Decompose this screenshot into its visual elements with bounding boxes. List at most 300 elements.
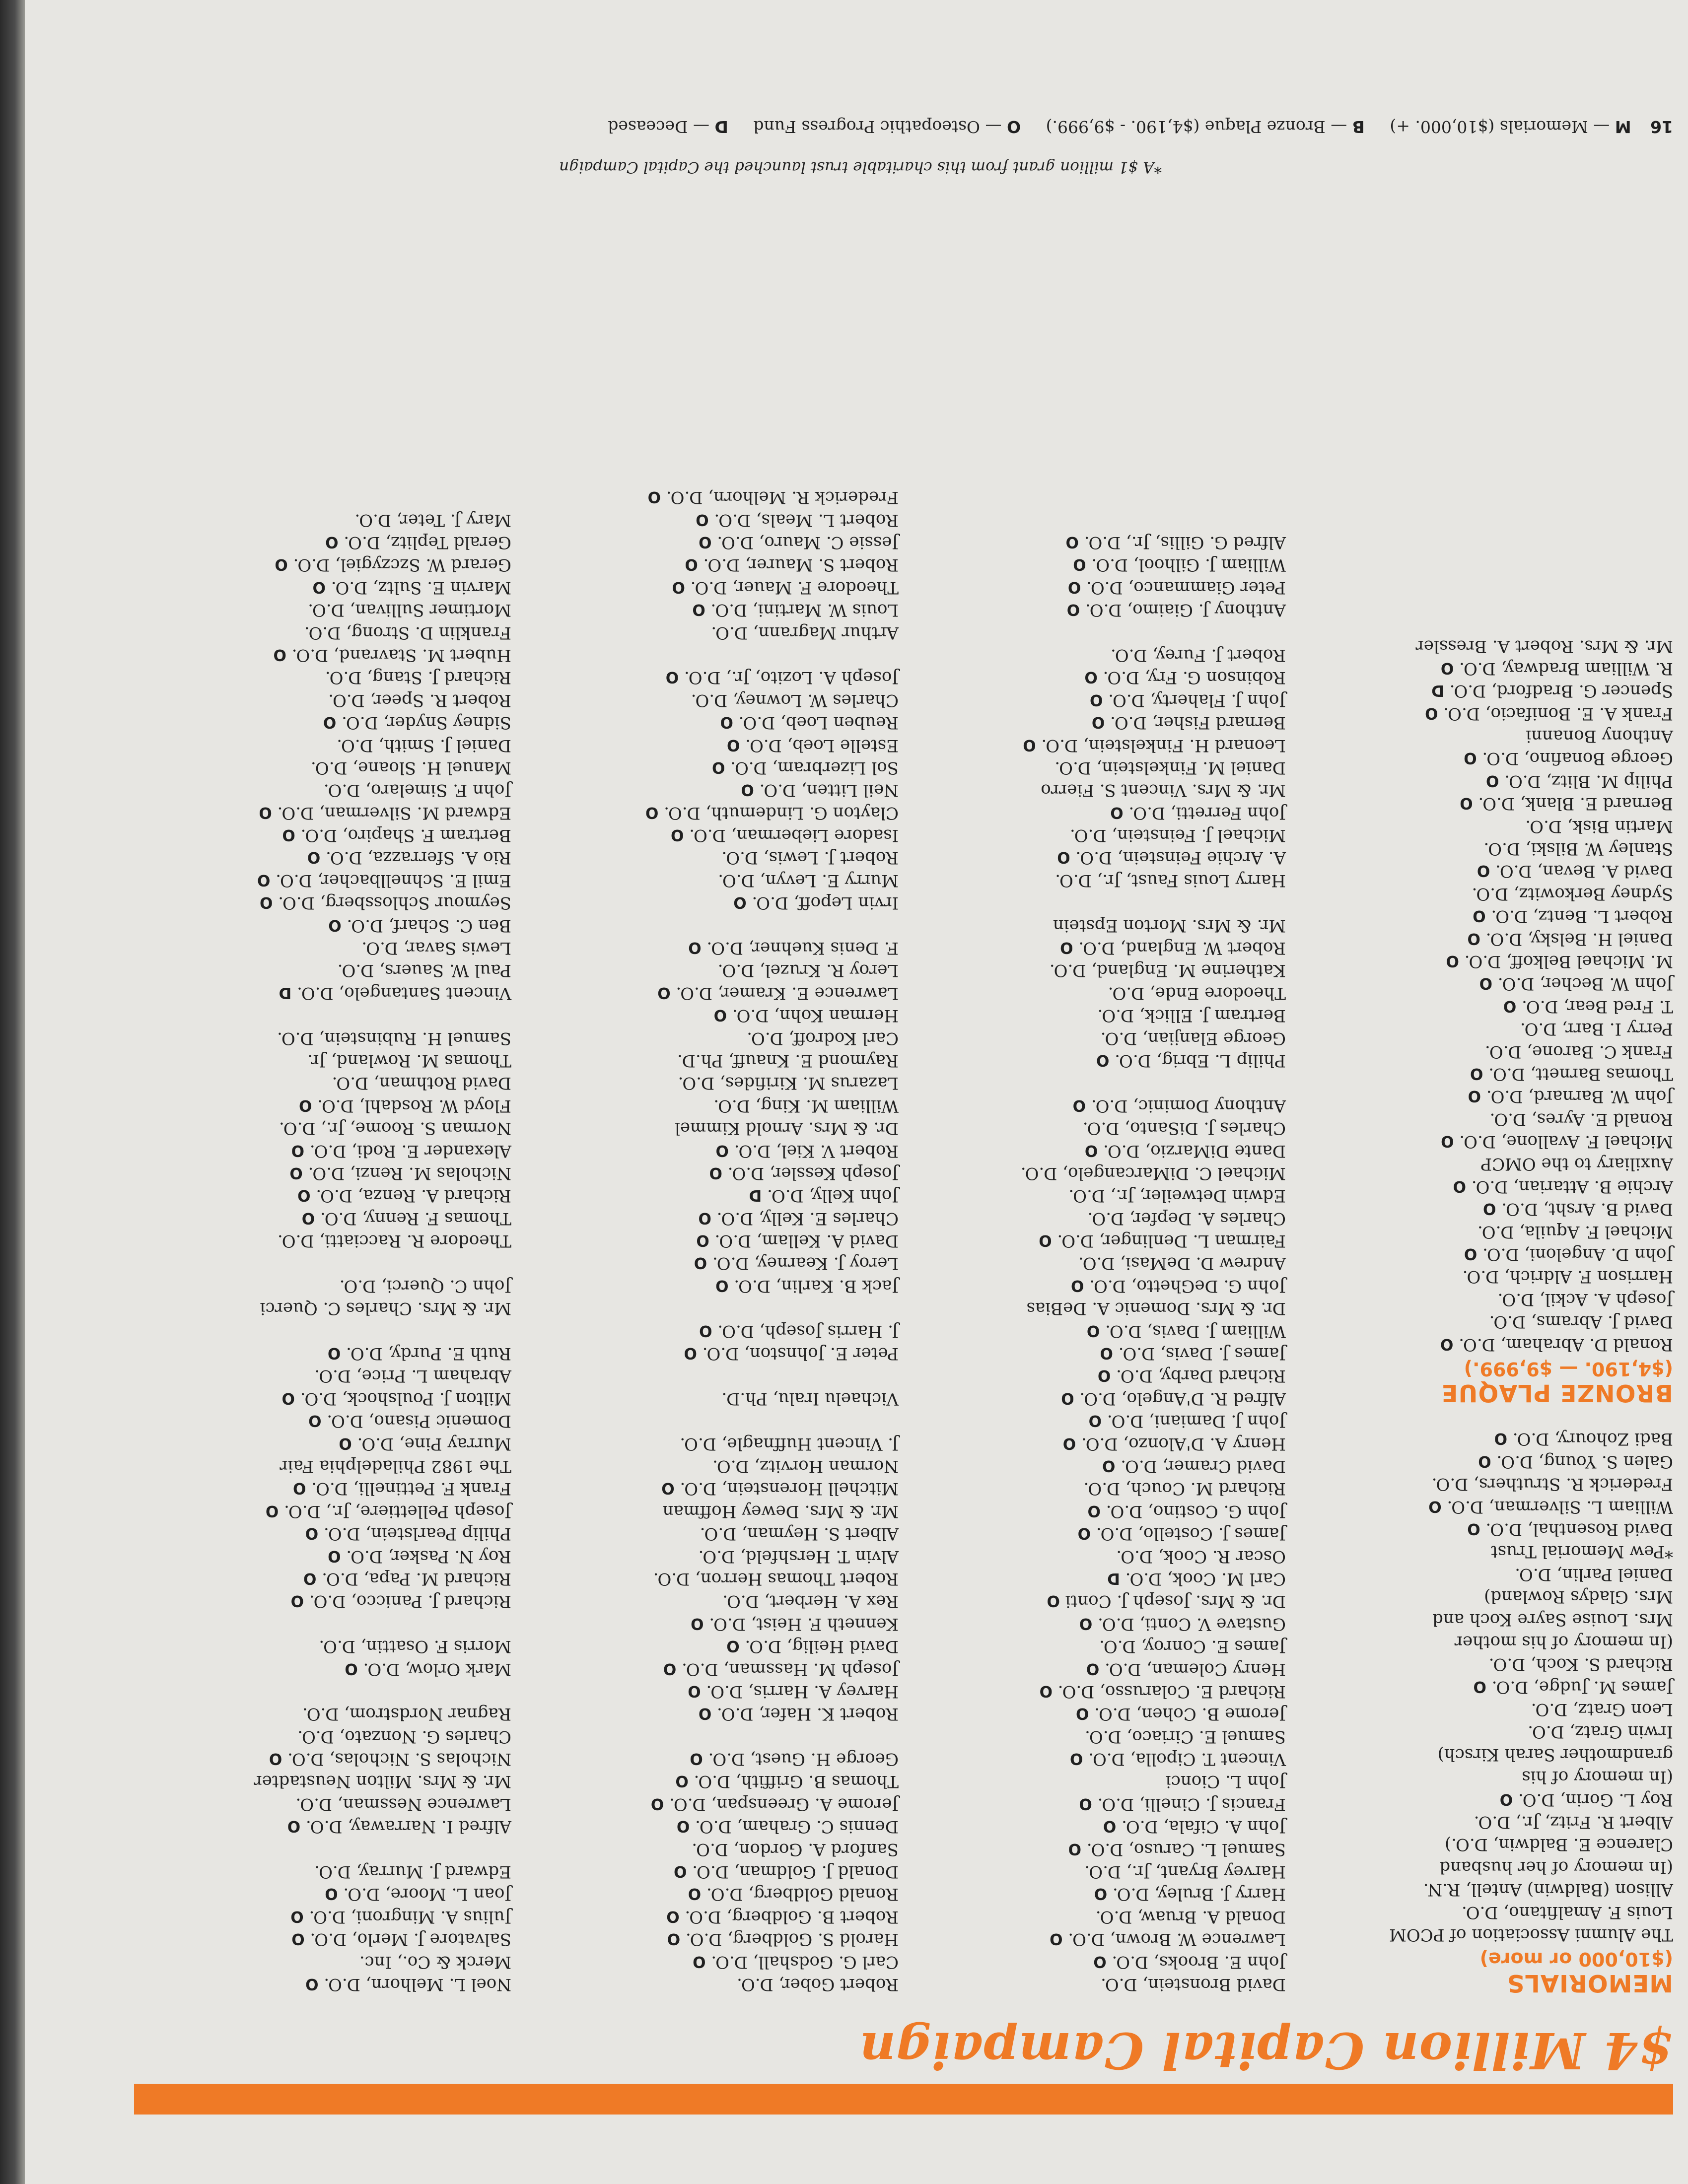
donor-entry xyxy=(134,1004,511,1026)
donor-entry xyxy=(134,644,511,666)
donor-name: Fairman L. Denlinger, D.O. xyxy=(1057,1231,1286,1251)
donor-name: Hubert M. Stavrand, D.O. xyxy=(291,645,511,665)
donor-name: John Kelly, D.O. xyxy=(767,1186,899,1206)
donor-entry xyxy=(1296,1288,1673,1310)
donor-entry xyxy=(521,1905,899,1927)
donor-entry xyxy=(1296,1833,1673,1855)
donor-entry xyxy=(1296,1585,1673,1608)
donor-entry xyxy=(1296,792,1673,815)
donor-entry xyxy=(134,1815,511,1838)
donor-name: Jack B. Karlin, D.O. xyxy=(734,1276,899,1296)
donor-entry xyxy=(909,599,1286,621)
donor-entry xyxy=(521,1117,899,1139)
donor-name: Louis F. Amalfitano, D.O. xyxy=(1461,1902,1673,1922)
donor-code-mark: O xyxy=(1464,1245,1477,1263)
donor-code-mark: O xyxy=(299,1096,312,1114)
donor-name: Abraham L. Price, D.O. xyxy=(314,1366,511,1386)
donor-name: Louis W. Martini, D.O. xyxy=(710,600,899,620)
donor-entry xyxy=(909,1387,1286,1409)
donor-name: Neil Litten, D.O. xyxy=(759,780,899,801)
donor-code-mark: O xyxy=(1073,555,1086,574)
donor-entry xyxy=(134,869,511,891)
donor-name: Jerome A. Greenspan, D.O. xyxy=(669,1794,899,1814)
donor-entry xyxy=(909,756,1286,779)
donor-code-mark: O xyxy=(1086,1659,1100,1678)
donor-name: James J. Costello, D.O. xyxy=(1096,1524,1286,1544)
donor-name: Alvin T. Hershfeld, D.O. xyxy=(698,1546,899,1567)
donor-name: Richard M. Couch, D.O. xyxy=(1083,1479,1286,1499)
donor-name: Paul W. Sauers, D.O. xyxy=(337,960,511,981)
page-number: 16 xyxy=(1650,117,1673,136)
donor-entry xyxy=(909,1297,1286,1319)
donor-name: Daniel M. Finkelstein, D.O. xyxy=(1055,757,1286,778)
donor-code-mark: O xyxy=(1067,578,1081,596)
donor-name: Lazarus M. Kirifides, D.O. xyxy=(678,1073,899,1093)
donor-entry xyxy=(909,1680,1286,1703)
donor-name: Leroy R. Kruzel, D.O. xyxy=(717,960,899,981)
donor-name: Robert L. Bentz, D.O. xyxy=(1491,906,1673,927)
donor-name: Irvin Lepoff, D.O. xyxy=(752,893,899,913)
donor-name: Henry Coleman, D.O. xyxy=(1105,1659,1286,1679)
donor-entry xyxy=(1296,1855,1673,1878)
donor-name: Dr. & Mrs. Domenic A. DeBias xyxy=(1026,1298,1286,1319)
donor-code-mark: O xyxy=(281,1389,295,1407)
donor-entry xyxy=(1296,1923,1673,1946)
donor-code-mark: O xyxy=(1494,1430,1508,1448)
donor-code-mark: O xyxy=(726,1637,740,1655)
donor-code-mark: O xyxy=(323,713,337,732)
donor-name: Richard E. Colarusso, D.O. xyxy=(1057,1681,1286,1702)
donor-entry xyxy=(134,914,511,936)
donor-name: Leonard H. Finkelstein, D.O. xyxy=(1041,735,1286,755)
donor-code-mark: O xyxy=(1441,1132,1454,1151)
donor-entry xyxy=(909,644,1286,666)
donor-name: Mrs. Gladys Rowland) xyxy=(1484,1587,1673,1607)
donor-entry xyxy=(521,869,899,891)
donor-name: Mrs. Louise Sayre Koch and xyxy=(1432,1609,1673,1630)
donor-entry xyxy=(1296,1473,1673,1495)
donor-entry xyxy=(909,531,1286,553)
donor-name: Robert R. Speer, D.O. xyxy=(328,690,511,710)
donor-name: Charles G. Nonzato, D.O. xyxy=(297,1726,511,1747)
donor-entry xyxy=(1296,657,1673,680)
donor-entry xyxy=(1296,1428,1673,1450)
donor-entry xyxy=(134,846,511,869)
donor-entry xyxy=(134,981,511,1004)
donor-code-mark: O xyxy=(1072,1096,1086,1114)
donor-entry xyxy=(134,1275,511,1297)
donor-entry xyxy=(909,1568,1286,1590)
donor-name: Spencer G. Bradford, D.O. xyxy=(1449,681,1673,701)
donor-code-mark: O xyxy=(1091,713,1105,732)
donor-entry xyxy=(1296,1766,1673,1788)
donor-name: John G. DeGhetto, D.O. xyxy=(1089,1276,1286,1296)
donor-name: Joseph A. Lozito, Jr., D.O. xyxy=(684,668,899,688)
donor-name: Marvin E. Sultz, D.O. xyxy=(331,577,511,598)
donor-entry xyxy=(521,711,899,734)
donor-entry xyxy=(909,1770,1286,1792)
donor-entry xyxy=(1296,725,1673,747)
section-heading: MEMORIALS xyxy=(1506,1969,1673,1997)
donor-code-mark: O xyxy=(1110,803,1124,821)
donor-name: Albert R. Fritz, Jr., D.O. xyxy=(1474,1812,1673,1833)
donor-entry xyxy=(909,846,1286,869)
donor-name: Perry I. Barr, D.O. xyxy=(1520,1019,1673,1039)
donor-name: Bertram J. Ellick, D.O. xyxy=(1097,1006,1286,1026)
donor-name: Raymond E. Knauff, Ph.D. xyxy=(677,1050,899,1071)
donor-code-mark: O xyxy=(1086,1321,1100,1340)
donor-name: Robert V. Kiel, D.O. xyxy=(734,1141,899,1161)
donor-code-mark: O xyxy=(688,939,702,957)
donor-code-mark: O xyxy=(720,713,733,732)
donor-name: Katherine M. England, D.O. xyxy=(1049,960,1286,981)
donor-entry xyxy=(134,1748,511,1770)
donor-entry xyxy=(521,824,899,846)
donor-code-mark: O xyxy=(1096,1051,1110,1069)
donor-entry xyxy=(1296,680,1673,702)
donor-entry xyxy=(521,1455,899,1477)
donor-name: Mitchell Horenstein, D.O. xyxy=(680,1479,899,1499)
section-heading: BRONZE PLAQUE xyxy=(1441,1378,1673,1407)
donor-name: David Cramer, D.O. xyxy=(1121,1456,1286,1477)
donor-name: Dr. & Mrs. Joseph J. Conti xyxy=(1065,1591,1286,1612)
donor-entry xyxy=(909,1184,1286,1207)
donor-code-mark: O xyxy=(1079,1614,1093,1633)
donor-entry xyxy=(909,1139,1286,1161)
donor-name: Harvey Bryant, Jr., D.O. xyxy=(1084,1862,1286,1882)
donor-name: *Pew Memorial Trust xyxy=(1490,1542,1673,1562)
donor-entry xyxy=(909,711,1286,734)
donor-name: Lawrence Nessman, D.O. xyxy=(295,1794,511,1814)
donor-code-mark: O xyxy=(1023,736,1036,754)
donor-entry xyxy=(521,1703,899,1725)
donor-entry xyxy=(909,1072,1286,1094)
donor-name: Nicholas S. Nicholas, D.O. xyxy=(287,1749,511,1770)
donor-code-mark: O xyxy=(260,893,273,912)
donor-entry xyxy=(909,891,1286,914)
donor-entry xyxy=(521,1229,899,1252)
donor-name: John J. Damiani, D.O. xyxy=(1107,1411,1286,1432)
donor-entry xyxy=(134,1725,511,1747)
donor-entry xyxy=(909,1432,1286,1454)
donor-code-mark: O xyxy=(1446,952,1459,970)
donor-code-mark: O xyxy=(715,1141,729,1160)
donor-name: Jerome B. Cohen, D.O. xyxy=(1094,1704,1286,1724)
donor-entry xyxy=(1296,837,1673,860)
donor-code-mark: O xyxy=(1047,1592,1060,1610)
donor-name: Robert K. Hafer, D.O. xyxy=(717,1704,899,1724)
donor-entry xyxy=(1296,1130,1673,1153)
donor-entry xyxy=(909,1883,1286,1905)
donor-entry xyxy=(521,666,899,688)
donor-name: David Bronstein, D.O. xyxy=(1101,1975,1286,1994)
donor-column-3 xyxy=(521,486,899,1995)
donor-code-mark: O xyxy=(275,555,288,574)
donor-entry xyxy=(521,1928,899,1950)
donor-name: Mark Orlow, D.O. xyxy=(363,1659,511,1679)
donor-entry xyxy=(134,1568,511,1590)
binding-edge xyxy=(0,0,25,2184)
donor-name: Ragnar Nordstrom, D.O. xyxy=(302,1704,511,1724)
donor-code-mark: O xyxy=(301,1209,315,1227)
donor-name: Robert Gober, D.O. xyxy=(737,1975,899,1994)
donor-entry xyxy=(521,1545,899,1567)
donor-entry xyxy=(909,1477,1286,1500)
donor-code-mark: O xyxy=(1087,1502,1101,1520)
donor-code-mark: O xyxy=(691,1614,704,1633)
donor-code-mark: O xyxy=(733,893,747,912)
donor-code-mark: D xyxy=(279,983,292,1002)
donor-name: Murray Pine, D.O. xyxy=(357,1433,511,1454)
donor-name: Samuel H. Rubinstein, D.O. xyxy=(277,1028,511,1048)
donor-entry xyxy=(521,1860,899,1883)
donor-code-mark: O xyxy=(312,578,326,596)
donor-name: Francis J. Cinelli, D.O. xyxy=(1097,1794,1286,1814)
donor-name: Mary J. Teter, D.O. xyxy=(354,510,511,530)
donor-entry xyxy=(134,1522,511,1545)
donor-name: Anthony Bonanni xyxy=(1526,726,1673,747)
donor-entry xyxy=(909,1928,1286,1950)
donor-name: Bernard E. Blank, D.O. xyxy=(1478,794,1673,814)
donor-name: Michael J. Feinstein, D.O. xyxy=(1069,825,1286,846)
donor-entry xyxy=(521,1049,899,1072)
donor-name: The Alumni Association of PCOM xyxy=(1389,1925,1673,1945)
donor-entry xyxy=(134,1049,511,1072)
donor-name: Irwin Gratz, D.O. xyxy=(1528,1722,1673,1742)
donor-code-mark: O xyxy=(696,510,709,529)
donor-entry xyxy=(134,1297,511,1319)
donor-entry xyxy=(521,846,899,869)
donor-code-mark: O xyxy=(1050,1930,1063,1948)
donor-entry xyxy=(909,914,1286,936)
donor-name: Bernard Fisher, D.O. xyxy=(1110,713,1286,733)
donor-entry xyxy=(134,1612,511,1635)
donor-code-mark: O xyxy=(1460,794,1473,813)
donor-entry xyxy=(134,1545,511,1567)
donor-code-mark: O xyxy=(305,1975,319,1993)
donor-name: Frank F. Pettinelli, D.O. xyxy=(311,1479,511,1499)
donor-entry xyxy=(521,1072,899,1094)
donor-name: Richard J. Panicco, D.O. xyxy=(309,1591,511,1612)
donor-entry xyxy=(1296,927,1673,950)
donor-name: Charles E. Kelly, D.O. xyxy=(716,1208,899,1228)
donor-name: Bertram F. Shapiro, D.O. xyxy=(300,825,511,846)
donor-entry xyxy=(521,1748,899,1770)
donor-code-mark: O xyxy=(645,803,659,821)
donor-entry xyxy=(134,553,511,576)
donor-name: Richard A. Renza, D.O. xyxy=(316,1186,511,1206)
donor-name: George H. Guest, D.O. xyxy=(708,1749,899,1770)
donor-entry xyxy=(909,576,1286,598)
donor-entry xyxy=(909,1635,1286,1657)
donor-name: Allison (Baldwin) Antell, R.N. xyxy=(1423,1880,1673,1900)
donor-name: Ronald E. Ayres, D.O. xyxy=(1489,1109,1673,1129)
donor-code-mark: D xyxy=(1107,1569,1120,1587)
donor-name: Philip M. Blitz, D.O. xyxy=(1504,771,1673,791)
donor-code-mark: O xyxy=(672,578,685,596)
donor-entry xyxy=(1296,815,1673,837)
donor-entry xyxy=(134,1838,511,1860)
donor-code-mark: O xyxy=(1089,690,1103,709)
donor-name: John C. Querci, D.O. xyxy=(339,1276,511,1296)
donor-code-mark: O xyxy=(1473,907,1486,925)
donor-entry xyxy=(134,1342,511,1365)
donor-entry xyxy=(134,1500,511,1522)
donor-name: John A. Cifala, D.O. xyxy=(1122,1817,1286,1837)
donor-entry xyxy=(521,1342,899,1365)
donor-name: Clayton G. Lindemuth, D.O. xyxy=(664,803,899,823)
donor-name: Rex A. Herbert, D.O. xyxy=(722,1591,899,1612)
donor-entry xyxy=(521,1432,899,1454)
donor-name: A. Archie Feinstein, D.O. xyxy=(1075,848,1286,868)
donor-name: Joseph Kessler, D.O. xyxy=(727,1163,899,1183)
donor-code-mark: O xyxy=(293,1479,306,1498)
donor-name: grandmother Sarah Kirsch) xyxy=(1437,1744,1673,1765)
donor-entry xyxy=(134,1455,511,1477)
donor-column-1 xyxy=(1296,634,1673,1995)
donor-name: (In memory of his mother xyxy=(1454,1632,1673,1652)
donor-code-mark: O xyxy=(1483,1200,1496,1218)
donor-name: Julius A. Mingroni, D.O. xyxy=(309,1907,511,1927)
donor-name: John W. Barnard, D.O. xyxy=(1486,1087,1673,1107)
donor-entry xyxy=(1296,1310,1673,1333)
donor-name: Robert B. Goldberg, D.O. xyxy=(685,1907,899,1927)
donor-name: Ruth E. Purdy, D.O. xyxy=(346,1344,511,1364)
donor-entry xyxy=(909,1725,1286,1747)
donor-name: Harry J. Bruley, D.O. xyxy=(1112,1884,1286,1905)
donor-code-mark: O xyxy=(1440,1335,1454,1353)
donor-name: John Ferretti, D.O. xyxy=(1128,803,1286,823)
donor-entry xyxy=(1296,882,1673,904)
donor-code-mark: O xyxy=(1068,1840,1081,1858)
donor-name: Mr. & Mrs. Charles C. Querci xyxy=(260,1298,511,1319)
donor-code-mark: O xyxy=(667,1930,681,1948)
donor-name: Morris F. Osattin, D.O. xyxy=(319,1637,511,1657)
donor-code-mark: O xyxy=(1464,749,1477,767)
donor-code-mark: O xyxy=(688,1885,702,1903)
donor-name: Philip Pearlstein, D.O. xyxy=(323,1524,511,1544)
donor-name: Lewis Savar, D.O. xyxy=(361,938,511,958)
donor-name: Dennis C. Graham, D.O. xyxy=(695,1817,899,1837)
donor-name: Oscar R. Cook, D.O. xyxy=(1116,1546,1286,1567)
donor-code-mark: O xyxy=(1039,1231,1052,1250)
donor-code-mark: O xyxy=(265,1502,279,1520)
donor-entry xyxy=(1296,1720,1673,1743)
donor-name: Estelle Loeb, D.O. xyxy=(745,735,899,755)
donor-name: Gustave V. Conti, D.O. xyxy=(1098,1614,1286,1634)
donor-entry xyxy=(909,1026,1286,1049)
donor-name: Galen S. Young, D.O. xyxy=(1496,1451,1673,1472)
donor-entry xyxy=(521,1004,899,1026)
donor-entry xyxy=(1296,1653,1673,1675)
donor-name: Martin Bisk, D.O. xyxy=(1525,816,1673,836)
donor-name: Theodore F. Mauer, D.O. xyxy=(690,577,899,598)
donor-entry xyxy=(909,734,1286,756)
donor-name: Frank C. Barone, D.O. xyxy=(1485,1041,1673,1062)
donor-code-mark: O xyxy=(1061,1389,1074,1407)
donor-entry xyxy=(521,1365,899,1387)
donor-name: Isadore Lieberman, D.O. xyxy=(689,825,899,846)
donor-name: Manuel H. Sloane, D.O. xyxy=(310,757,511,778)
donor-code-mark: O xyxy=(328,916,342,934)
donor-name: Henry A. D'Alonzo, D.O. xyxy=(1081,1433,1286,1454)
donor-entry xyxy=(909,666,1286,688)
donor-entry xyxy=(134,1703,511,1725)
donor-entry xyxy=(134,1635,511,1657)
donor-name: T. Fred Bear, D.O. xyxy=(1522,996,1673,1017)
donor-name: M. Michael Belkoff, D.O. xyxy=(1464,951,1673,971)
donor-name: Dr. & Mrs. Arnold Kimmel xyxy=(675,1118,899,1139)
donor-name: George Bonafino, D.O. xyxy=(1482,749,1673,769)
donor-name: F. Denis Kuehner, D.O. xyxy=(706,938,899,958)
donor-entry xyxy=(134,1680,511,1703)
donor-entry xyxy=(1296,1608,1673,1630)
donor-name: Albert S. Heyman, D.O. xyxy=(700,1524,899,1544)
donor-entry xyxy=(521,688,899,711)
donor-entry xyxy=(521,576,899,598)
donor-entry xyxy=(134,1094,511,1116)
donor-entry xyxy=(521,1500,899,1522)
donor-code-mark: O xyxy=(345,1659,358,1678)
donor-name: Joseph Pellettiere, Jr., D.O. xyxy=(284,1501,511,1521)
donor-code-mark: O xyxy=(1425,704,1438,722)
donor-entry xyxy=(134,666,511,688)
donor-name: Alfred G. Gillis, Jr., D.O. xyxy=(1084,533,1286,552)
donor-code-mark: O xyxy=(1453,1177,1467,1195)
donor-entry xyxy=(909,688,1286,711)
donor-entry xyxy=(1296,1743,1673,1765)
donor-code-mark: O xyxy=(1470,1064,1483,1083)
legend-progress-fund: O — Osteopathic Progress Fund xyxy=(753,117,1021,136)
donor-entry xyxy=(1296,1675,1673,1698)
donor-entry xyxy=(134,1026,511,1049)
donor-code-mark: O xyxy=(711,758,725,776)
donor-name: George Elanjian, D.O. xyxy=(1100,1028,1286,1048)
donor-entry xyxy=(521,1207,899,1229)
donor-entry xyxy=(134,599,511,621)
donor-entry xyxy=(521,1275,899,1297)
donor-code-mark: O xyxy=(713,1006,727,1024)
donor-entry xyxy=(1296,747,1673,769)
donor-name: Sydney Berkowitz, D.O. xyxy=(1472,884,1673,904)
donor-name: J. Harris Joseph, D.O. xyxy=(717,1321,899,1341)
donor-name: Thomas M. Rowland, Jr. xyxy=(307,1050,511,1071)
donor-name: Richard Darby, D.O. xyxy=(1116,1366,1286,1386)
donor-code-mark: O xyxy=(1467,1519,1480,1538)
donor-entry xyxy=(1296,1153,1673,1175)
donor-code-mark: O xyxy=(647,488,661,506)
donor-name: Alexander E. Rodi, D.O. xyxy=(309,1141,511,1161)
donor-name: Ronald D. Abraham, D.O. xyxy=(1459,1334,1673,1355)
donor-name: Robert W. England, D.O. xyxy=(1078,938,1286,958)
donor-name: Robert J. Lewis, D.O. xyxy=(721,848,899,868)
donor-code-mark: O xyxy=(1077,1524,1091,1543)
donor-entry xyxy=(909,1049,1286,1072)
donor-entry xyxy=(1296,1175,1673,1198)
donor-name: Theodore Ende, D.O. xyxy=(1108,983,1286,1003)
donor-code-mark: O xyxy=(685,555,698,574)
donor-entry xyxy=(909,959,1286,981)
donor-entry xyxy=(521,1477,899,1500)
donor-code-mark: O xyxy=(1467,929,1480,948)
donor-entry xyxy=(134,1770,511,1792)
donor-entry xyxy=(521,1815,899,1838)
donor-code-mark: O xyxy=(727,736,740,754)
donor-entry xyxy=(1296,1563,1673,1585)
donor-entry xyxy=(909,1545,1286,1567)
donor-name: Anthony J. Giaimo, D.O. xyxy=(1085,600,1286,620)
donor-code-mark: O xyxy=(1103,1817,1117,1836)
